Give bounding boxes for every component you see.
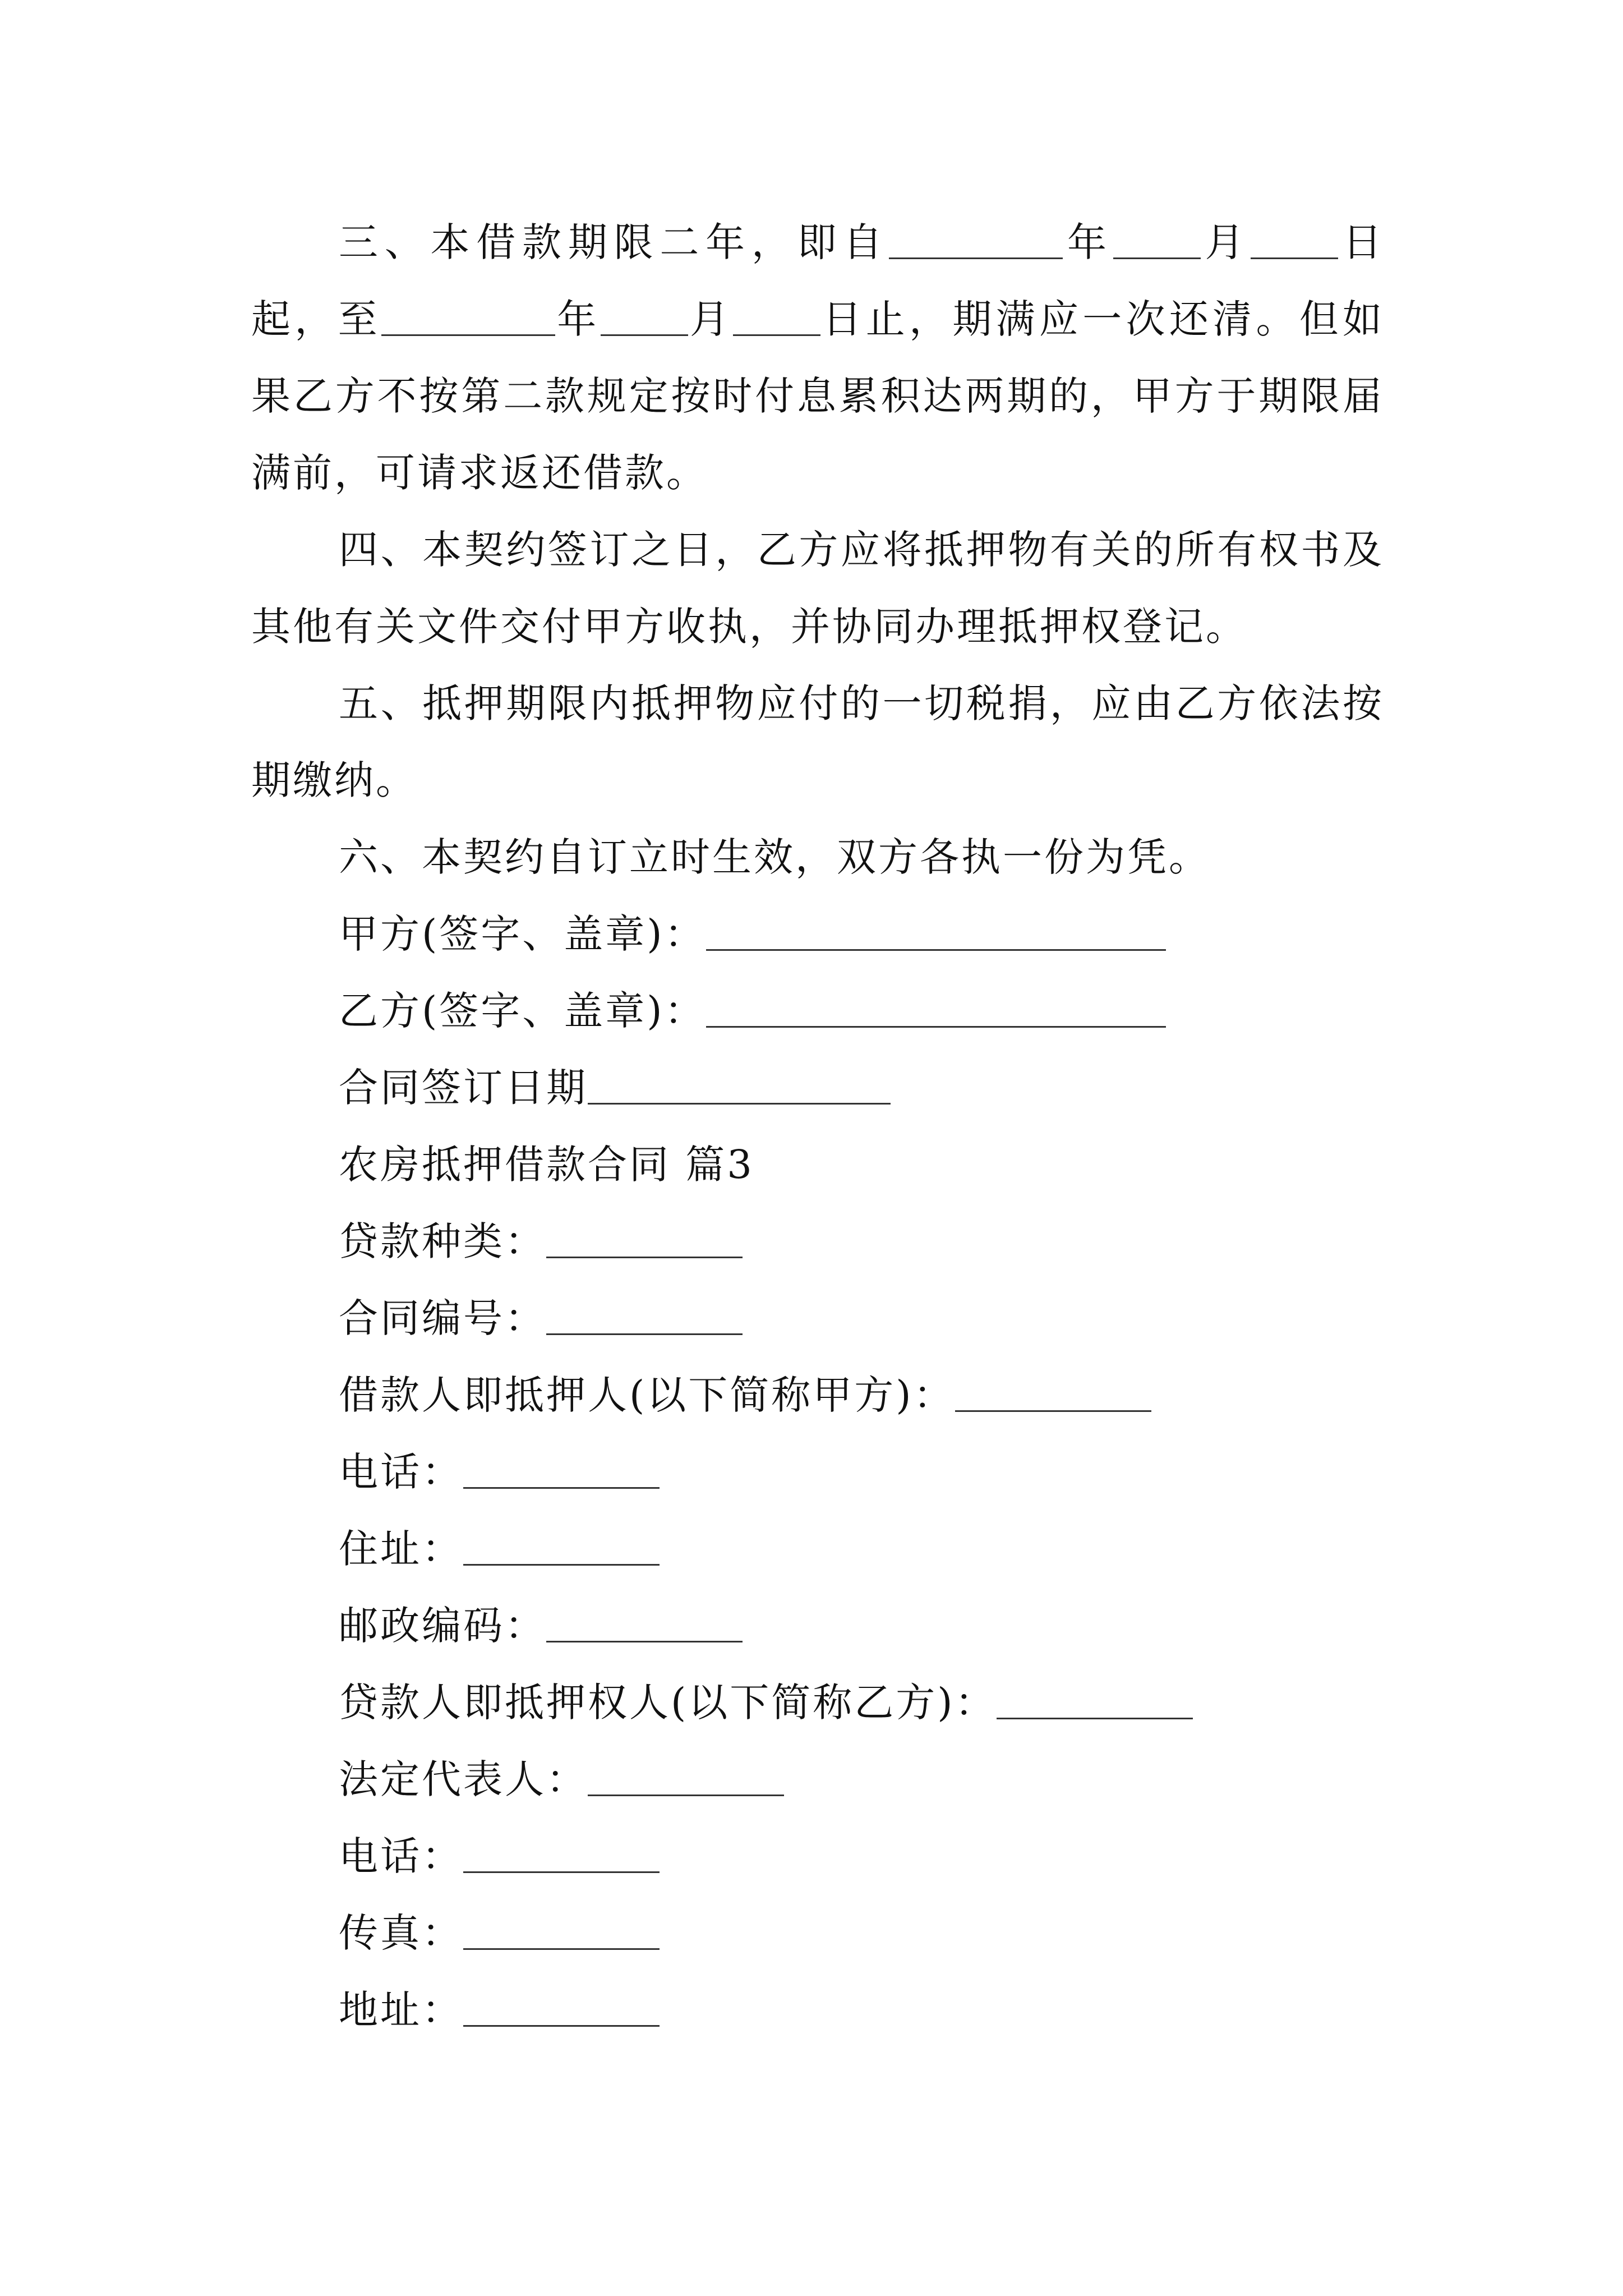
field-blank[interactable] <box>955 1377 1151 1412</box>
sign-date-label: 合同签订日期 <box>339 1065 588 1111</box>
field-label: 地址： <box>339 1987 463 2033</box>
section-title: 农房抵押借款合同 篇3 <box>339 1142 754 1188</box>
sign-date-line <box>339 1050 891 1126</box>
clause-3-text-2: 至 <box>338 296 381 342</box>
field-lender-address <box>339 1972 660 2049</box>
field-blank[interactable] <box>546 1223 743 1258</box>
field-label: 电话： <box>339 1833 463 1879</box>
year-label: 年 <box>1063 219 1113 265</box>
field-label: 邮政编码： <box>339 1603 546 1649</box>
sign-date-blank[interactable] <box>588 1069 891 1105</box>
field-blank[interactable] <box>588 1761 784 1796</box>
field-borrower-address <box>339 1511 660 1588</box>
field-blank[interactable] <box>463 1530 660 1566</box>
field-blank[interactable] <box>463 1915 660 1950</box>
end-year-blank[interactable] <box>381 301 555 336</box>
end-day-blank[interactable] <box>733 301 820 336</box>
party-a-signature-blank[interactable] <box>706 915 1166 951</box>
clause-6: 六、本契约自订立时生效，双方各执一份为凭。 <box>339 834 1210 880</box>
party-b-signature-blank[interactable] <box>706 992 1166 1028</box>
field-loan-type <box>339 1203 743 1280</box>
field-fax <box>339 1895 660 1972</box>
month-label: 月 <box>688 296 734 342</box>
party-a-label: 甲方(签字、盖章)： <box>339 911 706 957</box>
field-label: 住址： <box>339 1526 463 1572</box>
field-postal-code <box>339 1588 743 1664</box>
end-month-blank[interactable] <box>601 301 688 336</box>
field-label: 贷款人即抵押权人(以下简称乙方)： <box>339 1680 997 1726</box>
field-blank[interactable] <box>546 1607 743 1642</box>
field-blank[interactable] <box>546 1300 743 1335</box>
start-month-blank[interactable] <box>1113 224 1201 259</box>
clause-3 <box>251 204 1384 512</box>
field-borrower <box>339 1357 1151 1434</box>
day-label: 日起， <box>251 219 1385 342</box>
field-label: 借款人即抵押人(以下简称甲方)： <box>339 1372 955 1418</box>
field-blank[interactable] <box>463 1838 660 1873</box>
field-label: 传真： <box>339 1910 463 1956</box>
party-b-signature-line <box>339 973 1166 1050</box>
month-label: 月 <box>1200 219 1251 265</box>
start-day-blank[interactable] <box>1251 224 1338 259</box>
field-lender <box>339 1664 1193 1741</box>
field-label: 合同编号： <box>339 1295 546 1341</box>
field-borrower-phone <box>339 1434 660 1511</box>
party-a-signature-line <box>339 896 1166 973</box>
clause-5: 五、抵押期限内抵押物应付的一切税捐，应由乙方依法按期缴纳。 <box>251 680 1384 803</box>
field-legal-representative <box>339 1741 784 1818</box>
field-blank[interactable] <box>463 1991 660 2027</box>
party-b-label: 乙方(签字、盖章)： <box>339 988 706 1034</box>
start-year-blank[interactable] <box>889 224 1063 259</box>
field-label: 电话： <box>339 1449 463 1495</box>
field-contract-number <box>339 1280 743 1357</box>
clause-3-text-1: 三、本借款期限二年，即自 <box>339 219 889 265</box>
clause-3-text-3: 日止，期满应一次还清。但如果乙方不按第二款规定按时付息累积达两期的，甲方于期限届满前，可请求返还借款。 <box>251 296 1385 496</box>
field-blank[interactable] <box>463 1453 660 1489</box>
field-lender-phone <box>339 1818 660 1895</box>
field-label: 贷款种类： <box>339 1218 546 1264</box>
field-blank[interactable] <box>997 1684 1193 1719</box>
clause-4: 四、本契约签订之日，乙方应将抵押物有关的所有权书及其他有关文件交付甲方收执，并协同办理抵押权登记。 <box>251 527 1384 650</box>
field-label: 法定代表人： <box>339 1756 588 1802</box>
year-label: 年 <box>555 296 601 342</box>
